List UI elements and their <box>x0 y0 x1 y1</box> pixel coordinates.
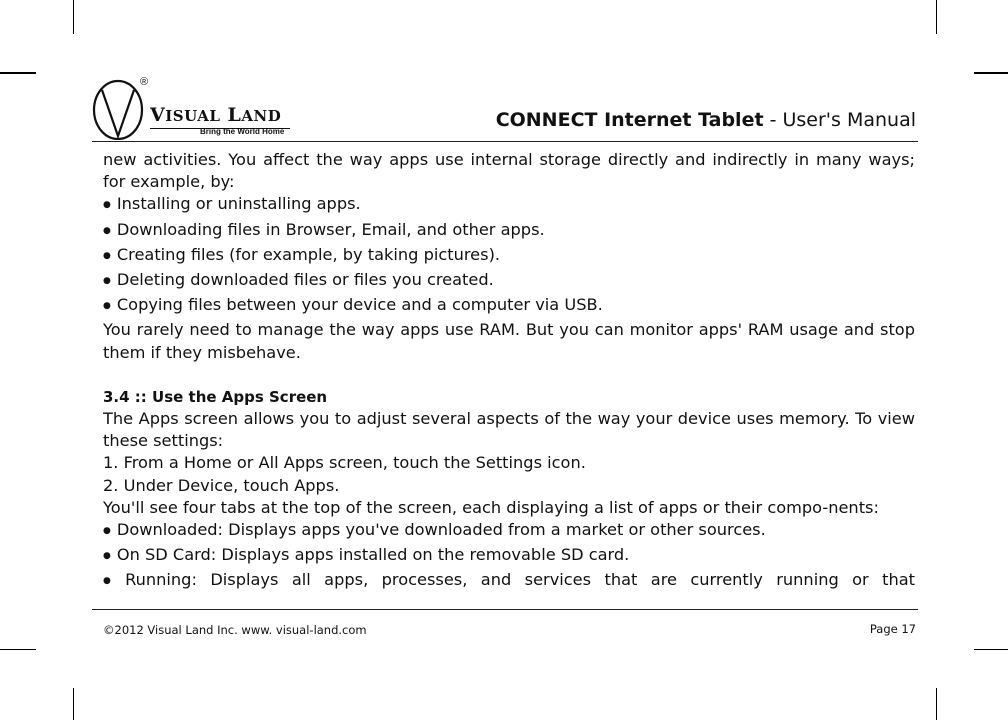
crop-mark <box>73 0 74 34</box>
step-item: 1. From a Home or All Apps screen, touch the Settings icon. <box>103 453 586 473</box>
crop-mark <box>974 72 1008 74</box>
spacer <box>103 364 915 386</box>
crop-mark <box>936 688 937 720</box>
crop-mark <box>936 0 937 34</box>
brand-tagline: Bring the World Home <box>200 127 285 136</box>
list-item: ● Installing or uninstalling apps. <box>103 193 915 218</box>
section-heading: 3.4 :: Use the Apps Screen <box>103 387 328 406</box>
crop-mark <box>0 649 36 650</box>
page-body <box>103 149 915 595</box>
page-number: Page 17 <box>869 622 916 636</box>
step-item: 2. Under Device, touch Apps. <box>103 475 340 495</box>
tabs-paragraph: You'll see four tabs at the top of the screen, each displaying a list of apps or their compo-nents: <box>103 497 879 517</box>
brand-name: VISUAL LAND <box>150 104 282 126</box>
footer-divider <box>92 609 918 610</box>
visual-land-logo <box>92 76 302 140</box>
intro-paragraph: new activities. You affect the way apps use internal storage directly and indirectly in many ways; for example, by: <box>103 150 915 192</box>
list-item: ● Running: Displays all apps, processes, and services that are currently running or that <box>103 569 915 594</box>
crop-mark <box>0 72 36 74</box>
list-item: ● Deleting downloaded files or files you created. <box>103 269 915 294</box>
page-title: CONNECT Internet Tablet - User's Manual <box>495 109 916 131</box>
list-item: ● Downloading files in Browser, Email, and other apps. <box>103 219 915 244</box>
list-item: ● Creating files (for example, by taking pictures). <box>103 244 915 269</box>
crop-mark <box>974 649 1008 650</box>
footer-copyright: ©2012 Visual Land Inc. www. visual-land.com <box>103 623 367 637</box>
ram-paragraph: You rarely need to manage the way apps use RAM. But you can monitor apps' RAM usage and stop them if they misbehave. <box>103 320 915 362</box>
crop-mark <box>73 688 74 720</box>
list-item: ● Downloaded: Displays apps you've downloaded from a market or other sources. <box>103 519 915 544</box>
header-divider <box>92 141 918 142</box>
list-item: ● Copying files between your device and a computer via USB. <box>103 294 915 319</box>
registered-mark: ® <box>140 76 149 88</box>
section-intro: The Apps screen allows you to adjust several aspects of the way your device uses memory. To view these settings: <box>103 409 915 451</box>
list-item: ● On SD Card: Displays apps installed on the removable SD card. <box>103 544 915 569</box>
